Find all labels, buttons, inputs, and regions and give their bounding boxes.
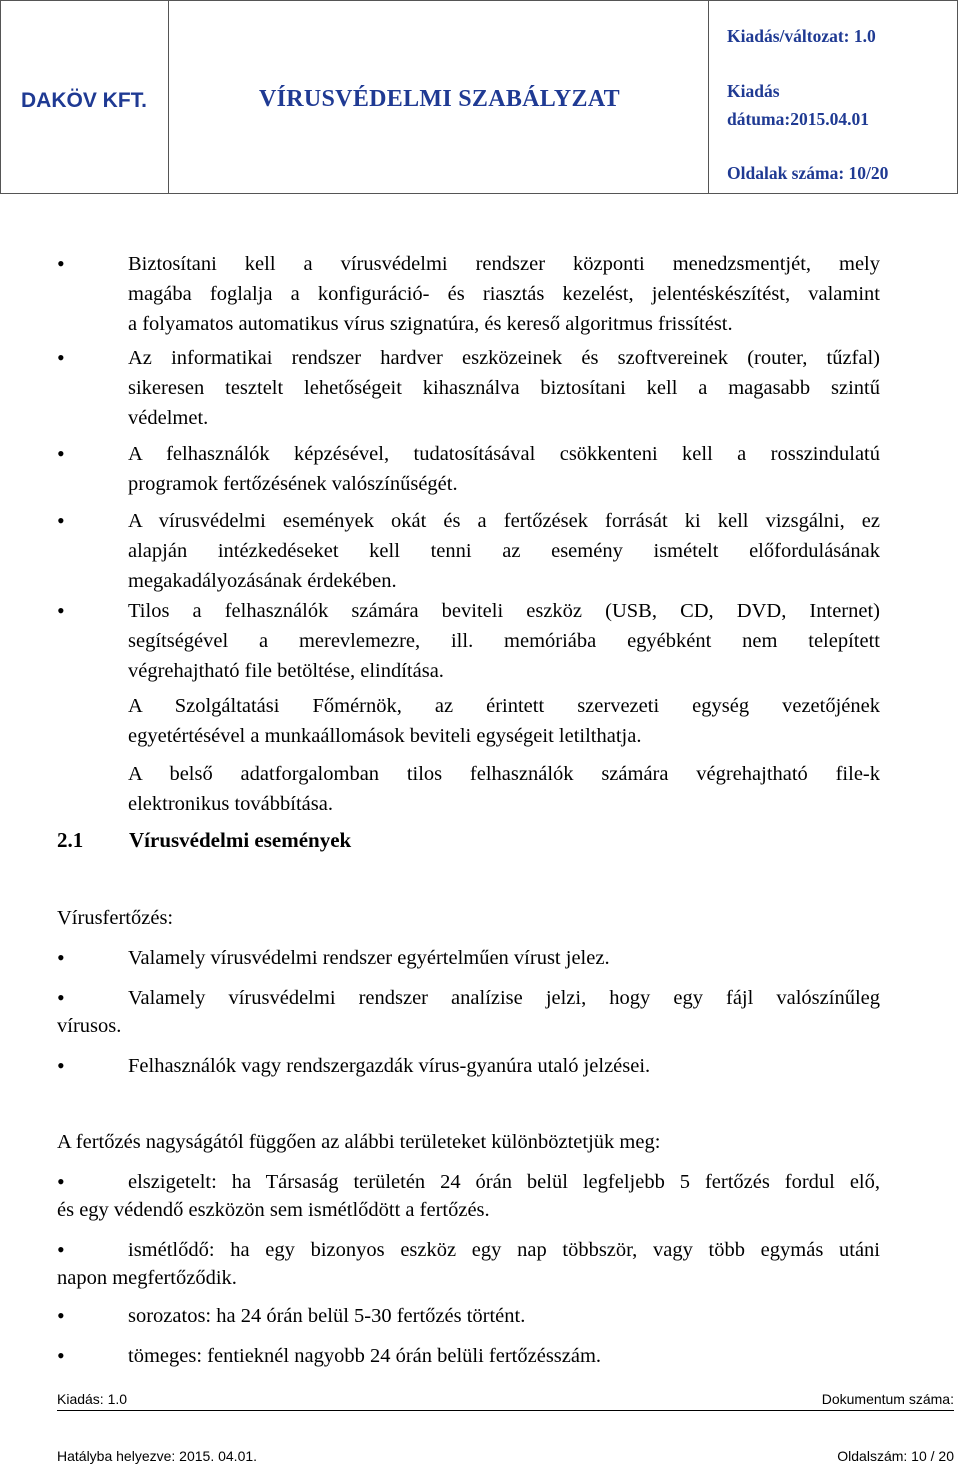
footer-doc-number: Dokumentum száma: — [821, 1391, 954, 1407]
paragraph-line: elektronikus továbbítása. — [128, 793, 333, 815]
bullet-icon: • — [57, 251, 65, 276]
page-count: Oldalak száma: 10/20 — [727, 163, 889, 183]
company-name: DAKÖV KFT. — [21, 89, 147, 112]
bullet-icon: • — [57, 345, 65, 370]
bullet-icon: • — [57, 441, 65, 466]
footer-divider — [57, 1410, 954, 1411]
header-company-cell — [1, 1, 169, 193]
list-item-line: Tilos a felhasználók számára beviteli eszköz (USB, CD, DVD, Internet) — [128, 600, 880, 622]
list-item-text: elszigetelt: ha Társaság területén 24 órán belül legfeljebb 5 fertőzés fordul elő, — [128, 1171, 880, 1193]
list-item-line: programok fertőzésének valószínűségét. — [128, 473, 458, 495]
list-item-continuation: napon megfertőződik. — [57, 1267, 237, 1289]
list-item-text: tömeges: fentieknél nagyobb 24 órán belüli fertőzésszám. — [128, 1345, 602, 1367]
infection-label: Vírusfertőzés: — [57, 907, 174, 929]
header-meta-cell — [709, 1, 959, 193]
list-item-line: megakadályozásának érdekében. — [128, 570, 397, 592]
list-item-line: sikeresen tesztelt lehetőségeit kihasználva biztosítani kell a magasabb szintű — [128, 377, 880, 399]
size-intro: A fertőzés nagyságától függően az alábbi területeket különböztetjük meg: — [57, 1131, 661, 1153]
list-item-line: A felhasználók képzésével, tudatosításával csökkenteni kell a rosszindulatú — [128, 443, 880, 465]
issue-date: dátuma:2015.04.01 — [727, 109, 869, 129]
list-item-text: Felhasználók vagy rendszergazdák vírus-gyanúra utaló jelzései. — [128, 1055, 651, 1077]
bullet-icon: • — [57, 1303, 65, 1328]
header-title-cell — [169, 1, 709, 193]
list-item-line: Az informatikai rendszer hardver eszközeinek és szoftvereinek (router, tűzfal) — [128, 347, 880, 369]
bullet-icon: • — [57, 1237, 65, 1262]
bullet-icon: • — [57, 598, 65, 623]
footer-issue: Kiadás: 1.0 — [57, 1391, 128, 1407]
paragraph-line: A Szolgáltatási Főmérnök, az érintett szervezeti egység vezetőjének — [128, 695, 880, 717]
list-item-line: alapján intézkedéseket kell tenni az esemény ismételt előfordulásának — [128, 540, 880, 562]
list-item-text: sorozatos: ha 24 órán belül 5-30 fertőzés történt. — [128, 1305, 526, 1327]
list-item-line: végrehajtható file betöltése, elindítása. — [128, 660, 444, 682]
list-item-text: Valamely vírusvédelmi rendszer analízise jelzi, hogy egy fájl valószínűleg — [128, 987, 880, 1009]
list-item-line: segítségével a merevlemezre, ill. memóriába egyébként nem telepített — [128, 630, 880, 652]
paragraph-line: egyetértésével a munkaállomások beviteli egységeit letilthatja. — [128, 725, 642, 747]
section-title: Vírusvédelmi események — [129, 828, 352, 852]
list-item-text: ismétlődő: ha egy bizonyos eszköz egy nap többször, vagy több egymás utáni — [128, 1239, 880, 1261]
bullet-icon: • — [57, 508, 65, 533]
list-item-continuation: vírusos. — [57, 1015, 122, 1037]
list-item-line: Biztosítani kell a vírusvédelmi rendszer központi menedzsmentjét, mely — [128, 253, 880, 275]
bullet-icon: • — [57, 1343, 65, 1368]
issue-label: Kiadás — [727, 81, 780, 101]
document-header — [0, 0, 958, 194]
list-item-line: a folyamatos automatikus vírus szignatúra, és kereső algoritmus frissítést. — [128, 313, 733, 335]
section-heading — [57, 826, 351, 854]
version-label: Kiadás/változat: 1.0 — [727, 26, 876, 46]
list-item-continuation: és egy védendő eszközön sem ismétlődött a fertőzés. — [57, 1199, 490, 1221]
bullet-icon: • — [57, 945, 65, 970]
footer-effective-date: Hatályba helyezve: 2015. 04.01. — [57, 1448, 258, 1464]
footer-page-number: Oldalszám: 10 / 20 — [837, 1448, 954, 1464]
list-item-line: A vírusvédelmi események okát és a fertőzések forrását ki kell vizsgálni, ez — [128, 510, 880, 532]
bullet-icon: • — [57, 985, 65, 1010]
bullet-icon: • — [57, 1053, 65, 1078]
section-number: 2.1 — [57, 828, 84, 852]
list-item-text: Valamely vírusvédelmi rendszer egyértelműen vírust jelez. — [128, 947, 610, 969]
document-title: VÍRUSVÉDELMI SZABÁLYZAT — [259, 86, 620, 112]
list-item-line: magába foglalja a konfiguráció- és riasztás kezelést, jelentéskészítést, valamint — [128, 283, 880, 305]
list-item-line: védelmet. — [128, 407, 209, 429]
paragraph-line: A belső adatforgalomban tilos felhasználók számára végrehajtható file-k — [128, 763, 880, 785]
bullet-icon: • — [57, 1169, 65, 1194]
